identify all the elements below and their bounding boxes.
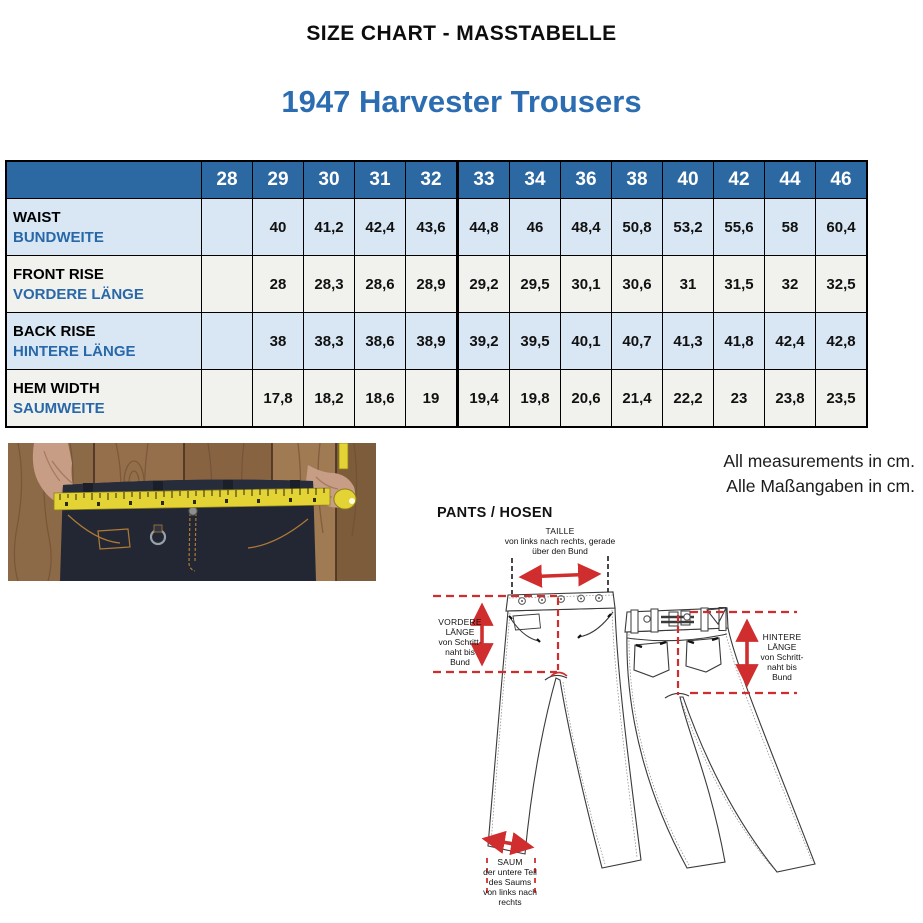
measurement-value-cell: 58 [765,199,816,256]
measurement-value-cell: 39,5 [510,313,561,370]
size-column-header: 38 [612,161,663,199]
size-column-header: 36 [561,161,612,199]
measurement-value-cell: 32,5 [816,256,868,313]
measurement-value-cell: 46 [510,199,561,256]
measurement-value-cell: 40,7 [612,313,663,370]
product-title: 1947 Harvester Trousers [281,84,642,119]
size-column-header: 34 [510,161,561,199]
measurement-value-cell: 60,4 [816,199,868,256]
measurement-value-cell: 18,2 [304,370,355,428]
measurement-value-cell: 40 [253,199,304,256]
measurement-value-cell [202,199,253,256]
measurement-value-cell: 30,6 [612,256,663,313]
measurement-value-cell: 41,3 [663,313,714,370]
measurement-value-cell: 23,5 [816,370,868,428]
measurement-value-cell: 20,6 [561,370,612,428]
measurement-value-cell: 38 [253,313,304,370]
waist-measure-photo [8,443,376,581]
size-column-header: 40 [663,161,714,199]
size-header-row [6,161,867,199]
measurement-label-cell [6,313,202,370]
measurement-value-cell: 29,5 [510,256,561,313]
measurement-value-cell: 28,9 [406,256,458,313]
size-table-body [6,199,867,428]
measurement-row [6,313,867,370]
measurement-label-cell [6,199,202,256]
measurement-value-cell: 19,8 [510,370,561,428]
measurement-value-cell: 38,3 [304,313,355,370]
measurement-value-cell: 19,4 [458,370,510,428]
measurement-row [6,256,867,313]
measurement-value-cell: 42,4 [765,313,816,370]
measurement-value-cell: 40,1 [561,313,612,370]
size-column-header: 29 [253,161,304,199]
size-column-header: 32 [406,161,458,199]
measurement-value-cell: 23 [714,370,765,428]
units-note-en: All measurements in cm. [723,451,915,471]
waist-measure-photo-art [8,443,376,581]
measurement-value-cell: 28,6 [355,256,406,313]
measurement-label-cell [6,256,202,313]
measurement-value-cell: 48,4 [561,199,612,256]
pants-front-view [488,592,641,868]
page-title: SIZE CHART - MASSTABELLE [306,22,617,45]
measurement-value-cell: 19 [406,370,458,428]
measurement-value-cell: 31,5 [714,256,765,313]
measurement-value-cell: 17,8 [253,370,304,428]
measurement-label-cell [6,370,202,428]
measurement-value-cell: 28,3 [304,256,355,313]
measurement-label-de: VORDERE LÄNGE [13,286,144,303]
measurement-value-cell: 53,2 [663,199,714,256]
measurement-value-cell: 55,6 [714,199,765,256]
measurement-label-de: BUNDWEITE [13,229,104,246]
measurement-value-cell: 23,8 [765,370,816,428]
size-column-header: 46 [816,161,868,199]
measurement-value-cell: 42,8 [816,313,868,370]
taille-annotation [512,556,608,594]
measurement-value-cell: 50,8 [612,199,663,256]
measurement-value-cell: 41,2 [304,199,355,256]
measurement-row [6,199,867,256]
measurement-value-cell: 44,8 [458,199,510,256]
units-note [723,449,915,499]
measurement-label-de: HINTERE LÄNGE [13,343,136,360]
measurement-value-cell [202,256,253,313]
size-column-header: 42 [714,161,765,199]
measurement-label-en: WAIST [13,209,61,226]
measurement-value-cell: 29,2 [458,256,510,313]
measurement-value-cell: 32 [765,256,816,313]
size-column-header: 44 [765,161,816,199]
units-note-de: Alle Maßangaben in cm. [726,476,915,496]
measurement-label-en: HEM WIDTH [13,380,100,397]
measurement-value-cell: 18,6 [355,370,406,428]
measurement-value-cell [202,313,253,370]
measurement-value-cell [202,370,253,428]
measurement-value-cell: 43,6 [406,199,458,256]
measurement-value-cell: 38,6 [355,313,406,370]
taille-label: TAILLE von links nach rechts, gerade über den Bund [504,526,616,556]
size-column-header: 33 [458,161,510,199]
measurement-value-cell: 38,9 [406,313,458,370]
measurement-value-cell: 30,1 [561,256,612,313]
measurement-label-de: SAUMWEITE [13,400,105,417]
diagram-heading: PANTS / HOSEN [437,505,553,521]
saum-label: SAUM der untere Teil des Saums von links nach rechts [483,857,537,907]
hintere-laenge-label: HINTERE LÄNGE von Schritt- naht bis Bund [760,632,804,682]
measurement-value-cell: 39,2 [458,313,510,370]
measurement-label-en: FRONT RISE [13,266,104,283]
measurement-value-cell: 42,4 [355,199,406,256]
measurement-value-cell: 21,4 [612,370,663,428]
measurement-row [6,370,867,428]
measurement-value-cell: 28 [253,256,304,313]
size-table [5,160,868,428]
measurement-value-cell: 41,8 [714,313,765,370]
size-column-header: 30 [304,161,355,199]
size-column-header: 28 [202,161,253,199]
measurement-value-cell: 22,2 [663,370,714,428]
size-column-header: 31 [355,161,406,199]
measurement-label-en: BACK RISE [13,323,96,340]
vordere-laenge-label: VORDERE LÄNGE von Schritt- naht bis Bund [438,617,482,667]
measurement-value-cell: 31 [663,256,714,313]
size-table-corner-cell [6,161,202,199]
